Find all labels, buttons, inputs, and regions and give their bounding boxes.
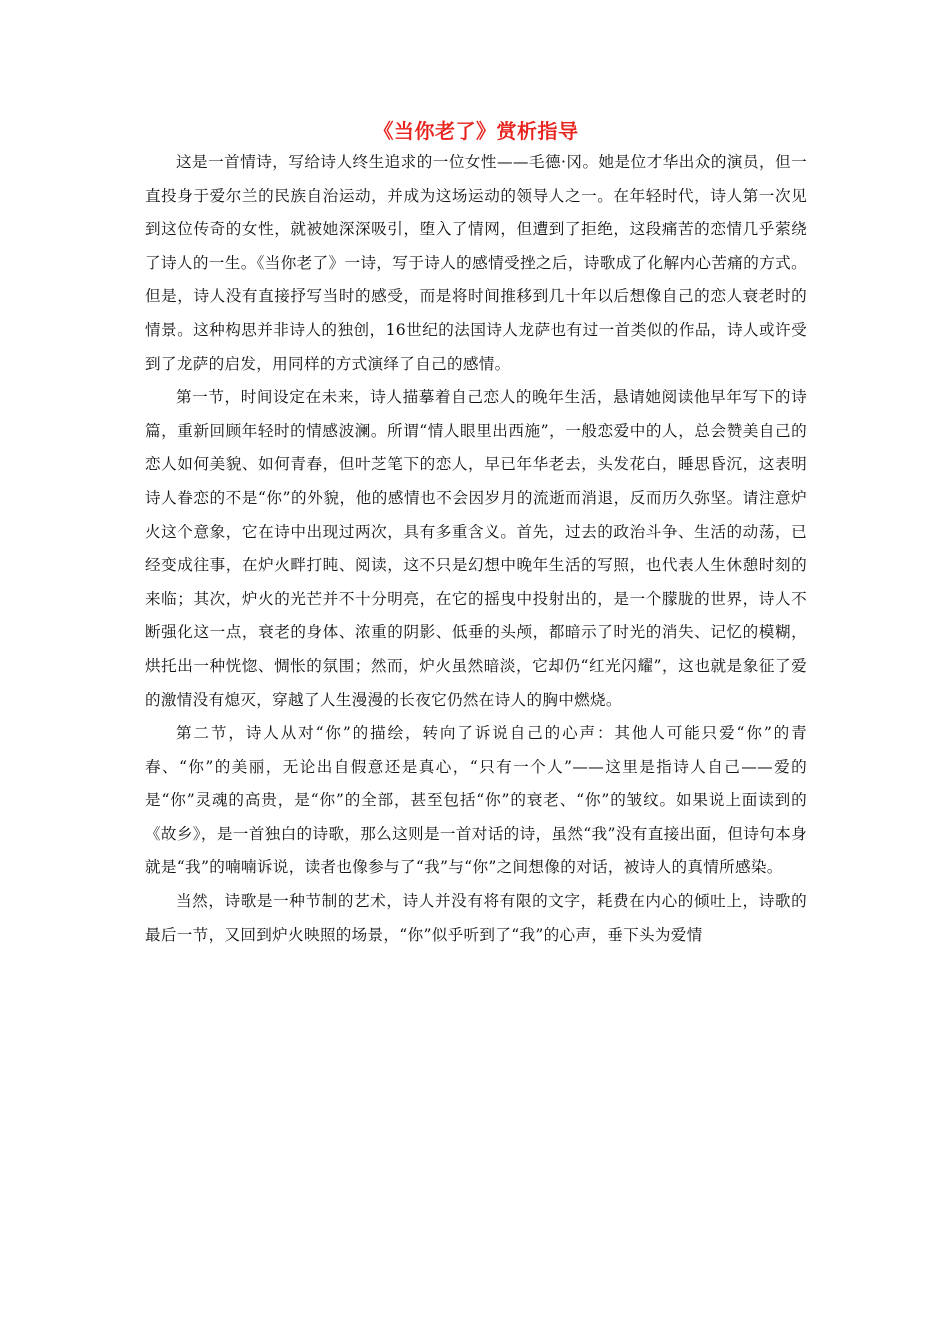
document-page <box>145 118 807 952</box>
paragraph-1: 这是一首情诗，写给诗人终生追求的一位女性——毛德·冈。她是位才华出众的演员，但一直投身于爱尔兰的民族自治运动，并成为这场运动的领导人之一。在年轻时代，诗人第一次见到这位传奇的女性，就被她深深吸引，堕入了情网，但遭到了拒绝，这段痛苦的恋情几乎萦绕了诗人的一生。《当你老了》一诗，写于诗人的感情受挫之后，诗歌成了化解内心苦痛的方式。但是，诗人没有直接抒写当时的感受，而是将时间推移到几十年以后想像自己的恋人衰老时的情景。这种构思并非诗人的独创，16世纪的法国诗人龙萨也有过一首类似的作品，诗人或许受到了龙萨的启发，用同样的方式演绎了自己的感情。 <box>145 153 807 373</box>
paragraph-3: 第二节，诗人从对“你”的描绘，转向了诉说自己的心声：其他人可能只爱“你”的青春、“你”的美丽，无论出自假意还是真心，“只有一个人”——这里是指诗人自己——爱的是“你”灵魂的高贵，是“你”的全部，甚至包括“你”的衰老、“你”的皱纹。如果说上面读到的《故乡》，是一首独白的诗歌，那么这则是一首对话的诗，虽然“我”没有直接出面，但诗句本身就是“我”的喃喃诉说，读者也像参与了“我”与“你”之间想像的对话，被诗人的真情所感染。 <box>145 724 807 877</box>
document-title: 《当你老了》赏析指导 <box>373 119 579 143</box>
paragraph-2: 第一节，时间设定在未来，诗人描摹着自己恋人的晚年生活，悬请她阅读他早年写下的诗篇，重新回顾年轻时的情感波澜。所谓“情人眼里出西施”，一般恋爱中的人，总会赞美自己的恋人如何美貌、如何青春，但叶芝笔下的恋人，早已年华老去，头发花白，睡思昏沉，这表明诗人眷恋的不是“你”的外貌，他的感情也不会因岁月的流逝而消退，反而历久弥坚。请注意炉火这个意象，它在诗中出现过两次，具有多重含义。首先，过去的政治斗争、生活的动荡，已经变成往事，在炉火畔打盹、阅读，这不只是幻想中晚年生活的写照，也代表人生休憩时刻的来临；其次，炉火的光芒并不十分明亮，在它的摇曳中投射出的，是一个朦胧的世界，诗人不断强化这一点，衰老的身体、浓重的阴影、低垂的头颅，都暗示了时光的消失、记忆的模糊，烘托出一种恍惚、惆怅的氛围；然而，炉火虽然暗淡，它却仍“红光闪耀”，这也就是象征了爱的激情没有熄灭，穿越了人生漫漫的长夜它仍然在诗人的胸中燃烧。 <box>145 388 807 709</box>
paragraph-4: 当然，诗歌是一种节制的艺术，诗人并没有将有限的文字，耗费在内心的倾吐上，诗歌的最后一节，又回到炉火映照的场景，“你”似乎听到了“我”的心声，垂下头为爱情 <box>145 892 807 944</box>
